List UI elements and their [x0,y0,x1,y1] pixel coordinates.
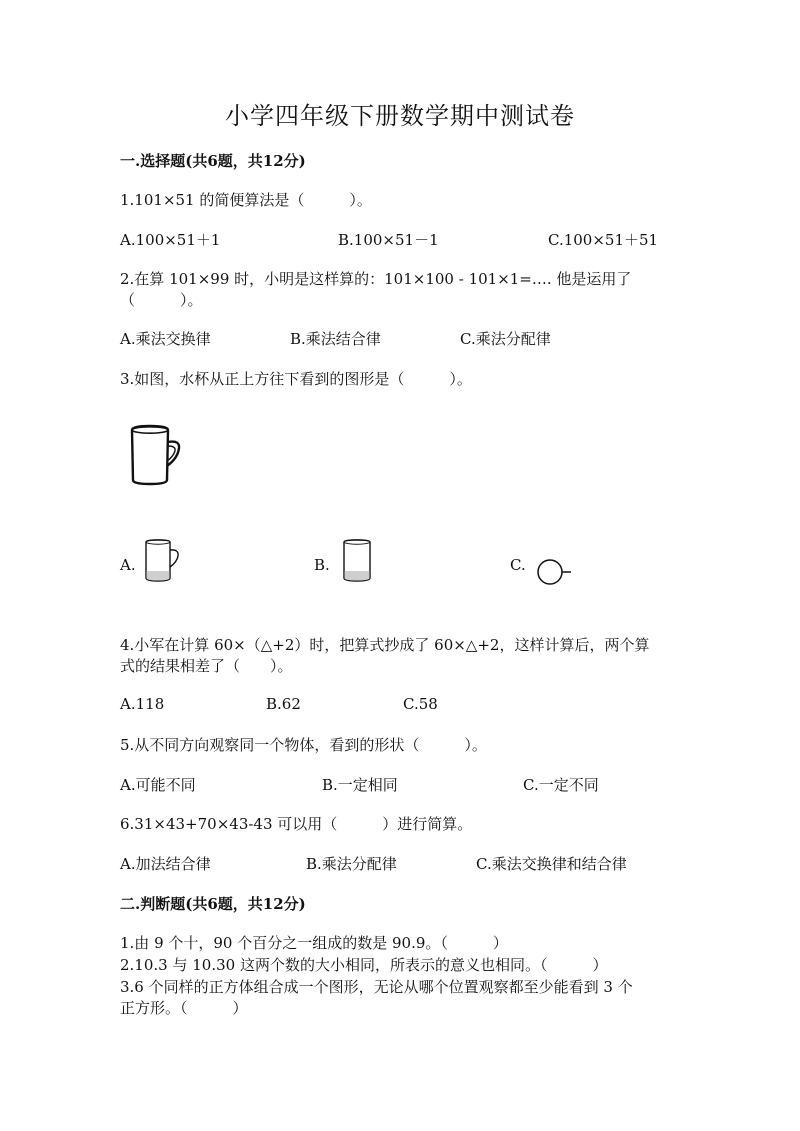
question-6: 6.31×43+70×43-43 可以用（ ）进行简算。 [120,815,473,833]
cup-side-view-icon [142,538,188,584]
question-3-option-b: B. [314,556,330,574]
judgement-item-3-line-2: 正方形。（ ） [120,999,248,1017]
question-5-option-c: C.一定不同 [523,776,599,794]
question-5-option-b: B.一定相同 [322,776,398,794]
question-3-option-c: C. [510,556,526,574]
question-1-option-a: A.100×51＋1 [120,231,221,249]
question-4-option-c: C.58 [403,695,438,713]
question-4-option-b: B.62 [266,695,301,713]
question-3: 3.如图，水杯从正上方往下看到的图形是（ ）。 [120,370,472,388]
question-2-option-a: A.乘法交换律 [120,330,211,348]
question-1-option-b: B.100×51－1 [338,231,439,249]
question-2-option-c: C.乘法分配律 [460,330,551,348]
question-3-option-a: A. [120,556,136,574]
question-4-line-1: 4.小军在计算 60×（△+2）时，把算式抄成了 60×△+2，这样计算后，两个算 [120,636,650,654]
question-5: 5.从不同方向观察同一个物体，看到的形状（ ）。 [120,736,487,754]
cup-figure [126,424,186,488]
judgement-item-1: 1.由 9 个十，90 个百分之一组成的数是 90.9。（ ） [120,934,508,952]
question-5-option-a: A.可能不同 [120,776,196,794]
question-2-line-1: 2.在算 101×99 时，小明是这样算的：101×100 - 101×1=…. 他是运用了 [120,270,632,288]
judgement-item-3-line-1: 3.6 个同样的正方体组合成一个图形，无论从哪个位置观察都至少能看到 3 个 [120,978,633,996]
section-heading-choice: 一.选择题(共6题，共12分) [120,152,306,170]
section-heading-judgement: 二.判断题(共6题，共12分) [120,895,306,913]
question-6-option-a: A.加法结合律 [120,855,211,873]
question-4-line-2: 式的结果相差了（ ）。 [120,657,293,675]
question-2-line-2: （ ）。 [120,291,203,309]
question-1-option-c: C.100×51＋51 [548,231,659,249]
question-2-option-b: B.乘法结合律 [290,330,381,348]
question-4-option-a: A.118 [120,695,165,713]
question-6-option-c: C.乘法交换律和结合律 [476,855,627,873]
judgement-item-2: 2.10.3 与 10.30 这两个数的大小相同，所表示的意义也相同。（ ） [120,956,608,974]
page-title: 小学四年级下册数学期中测试卷 [225,102,575,130]
question-6-option-b: B.乘法分配律 [306,855,397,873]
cup-front-view-icon [340,538,376,584]
question-1: 1.101×51 的简便算法是（ ）。 [120,191,372,209]
cup-top-view-icon [534,558,574,588]
